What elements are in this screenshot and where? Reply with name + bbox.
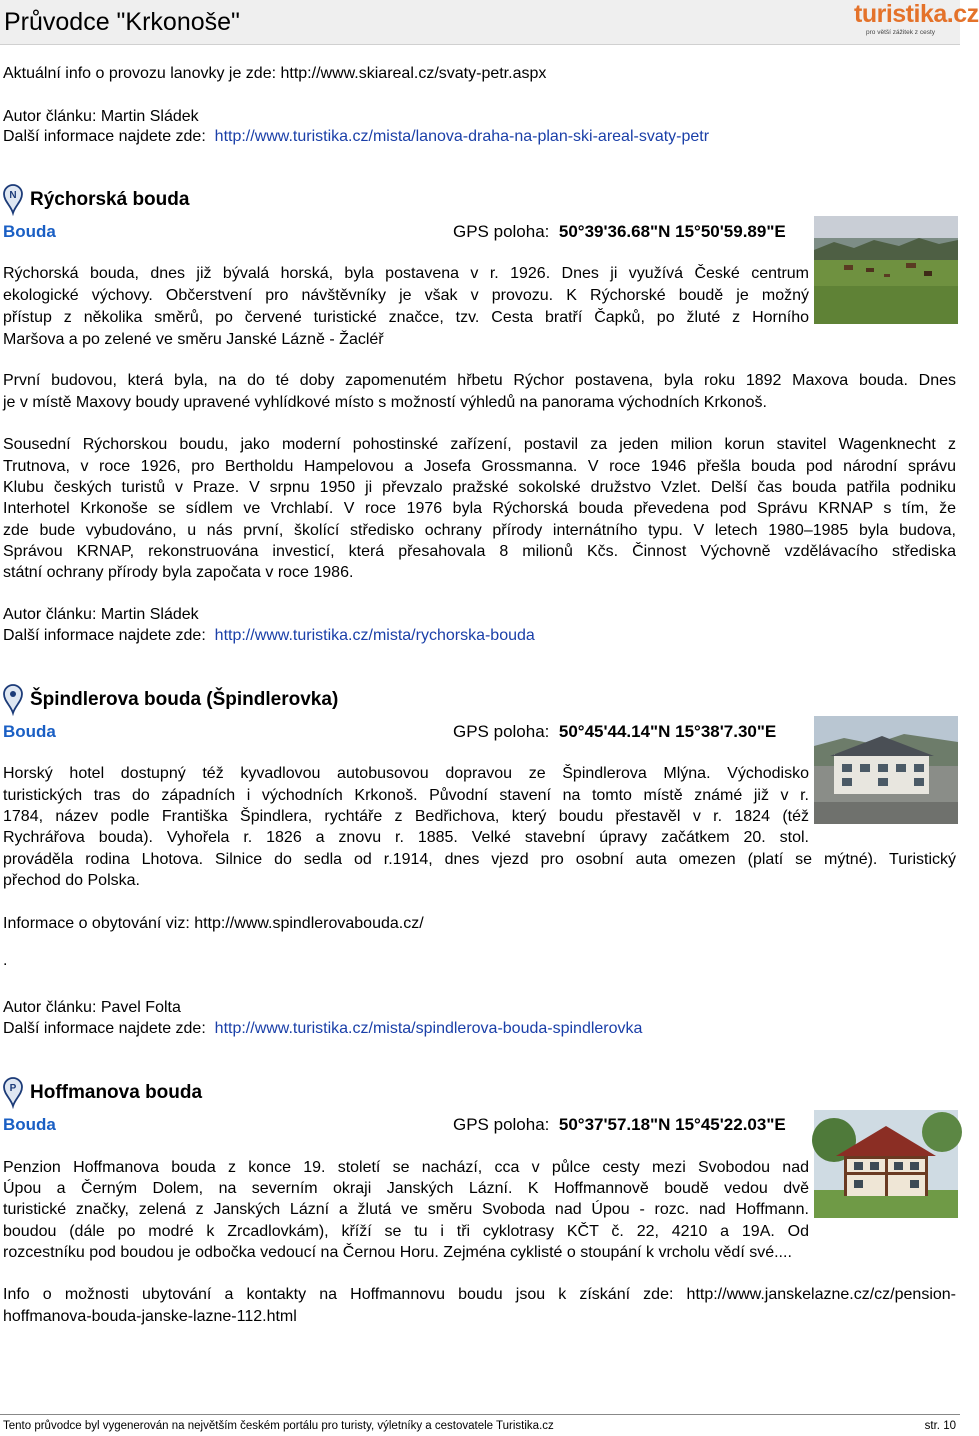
text-line: turistických tras do západních i východních Krkonoš. Původní stavení na tomto místě známé již v r. [3,787,809,804]
text-line: turistické značky, zelená z Janských Lázní a žlutá ve směru Svoboda nad Úpou - rozc. nad Hoffmann. [3,1201,809,1218]
text-line: Interhotel Krkonoše se sídlem ve Vrchlabí. V roce 1976 byla Rýchorská bouda převedena pod Správu KRNAP s tím, že [3,500,956,517]
footer-text: Tento průvodce byl vygenerován na největším českém portálu pro turisty, výletníky a cestovatele Turistika.cz [3,1420,554,1432]
more-info-link[interactable]: http://www.turistika.cz/mista/rychorska-bouda [214,627,535,644]
intro-more-link[interactable]: http://www.turistika.cz/mista/lanova-draha-na-plan-ski-areal-svaty-petr [214,128,710,145]
section-title: Špindlerova bouda (Špindlerovka) [30,689,339,710]
footer-divider [0,1414,960,1415]
intro-more-info: Další informace najdete zde: http://www.turistika.cz/mista/lanova-draha-na-plan-ski-areal-svaty-petr [3,128,710,145]
text-line: přístup z několika směrů, po červené turistické značce, tzv. Cesta bratří Čapků, po žluté z Horního [3,309,809,326]
text-line: Rychrářova bouda). Vyhořela r. 1826 a znovu r. 1885. Velké stavební úpravy začátkem 20. stol. [3,829,809,846]
intro-info-line: Aktuální info o provozu lanovky je zde: http://www.skiareal.cz/svaty-petr.aspx [3,65,547,82]
category-label: Bouda [3,1115,56,1134]
logo-wordmark: turistika.cz [854,0,979,28]
text-line: rozcestníku pod boudou je odbočka vedoucí na Černou Horu. Zejména cyklisté o stoupání k vrcholu vědí své.... [3,1244,792,1261]
text-line: boudou (dále po modré k Zrcadlovkám), kříží se tu i tři cyklotrasy KČT č. 22, 4210 a 19A. Od [3,1223,809,1240]
text-line: hoffmanova-bouda-janske-lazne-112.html [3,1308,297,1325]
map-pin-icon [2,684,24,714]
intro-author: Autor článku: Martin Sládek [3,108,199,125]
text-line: Penzion Hoffmanova bouda z konce 19. století se nachází, cca v půlce cesty mezi Svobodou nad [3,1159,809,1176]
more-info: Další informace najdete zde: http://www.turistika.cz/mista/rychorska-bouda [3,627,535,644]
section-title: Hoffmanova bouda [30,1082,203,1103]
text-line: Klubu českých turistů v Praze. V srpnu 1950 ji převzalo pražské sokolské družstvo Vzlet. Delší čas bouda patřila podniku [3,479,956,496]
gps-coordinates: GPS poloha: 50°45'44.14"N 15°38'7.30"E [453,722,777,741]
page-number: str. 10 [924,1420,956,1432]
text-line: Sousední Rýchorskou boudu, jako moderní pohostinské zařízení, postavil za jeden milion korun stavitel Wagenknecht z [3,436,956,453]
gps-coordinates: GPS poloha: 50°39'36.68"N 15°50'59.89"E [453,222,786,241]
svg-text:P: P [9,1083,17,1094]
text-line: je v místě Maxovy boudy upravené vyhlídkové místo s možností výhledů na panorama východních Krkonoš. [3,394,767,411]
hoffmanova-photo [814,1110,958,1218]
text-line: prováděla rodina Lhotova. Silnice do sedla od r.1914, dnes vjezd pro osobní auta omezen (platí se mýtné). Turistický [3,851,956,868]
text-dot: . [3,952,8,969]
text-line: Úpou a Černým Dolem, na severním okraji Janských Lázní. K Hoffmannově boudě vedou dvě [3,1180,809,1197]
turistika-logo[interactable] [854,0,979,39]
text-line: zde bude vybudováno, u nás první, školící středisko ochrany přírody internátního typu. V letech 1980–1985 byla budova, [3,522,956,539]
text-line: Maršova a po zelené ve směru Janské Lázně - Žacléř [3,331,384,348]
text-line: Info o možnosti ubytování a kontakty na Hoffmannovu boudu jsou k získání zde: http://www.janskelazne.cz/cz/pension- [3,1286,956,1303]
more-info-link[interactable]: http://www.turistika.cz/mista/spindlerova-bouda-spindlerovka [214,1020,643,1037]
spindlerova-photo [814,716,958,824]
section-title: Rýchorská bouda [30,189,190,210]
text-line: přechod do Polska. [3,872,140,889]
rychorska-photo [814,216,958,324]
svg-text:N: N [9,190,17,201]
text-line: Trutnova, v roce 1926, pro Bertholdu Hampelovou a Josefa Grossmanna. V roce 1946 přešla bouda pod národní správu [3,458,956,475]
logo-slogan: pro větší zážitek z cesty [866,29,935,36]
category-label: Bouda [3,222,56,241]
gps-coordinates: GPS poloha: 50°37'57.18"N 15°45'22.03"E [453,1115,786,1134]
article-author: Autor článku: Pavel Folta [3,999,181,1016]
page-header [0,0,979,45]
article-author: Autor článku: Martin Sládek [3,606,199,623]
text-line: státní ochrany přírody byla započata v roce 1986. [3,564,354,581]
text-line: Rýchorská bouda, dnes již bývalá horská, byla postavena v r. 1926. Dnes ji využívá České centrum [3,265,809,282]
map-pin-icon [2,184,24,214]
text-line: 1784, název podle Františka Špindlera, rychtáře z Bedřichova, který boudu přestavěl v r. 1824 (též [3,808,809,825]
accommodation-info: Informace o obytování viz: http://www.spindlerovabouda.cz/ [3,915,424,932]
text-line: Horský hotel dostupný též kyvadlovou autobusovou dopravou ze Špindlerova Mlýna. Východisko [3,765,809,782]
page-title: Průvodce "Krkonoše" [4,8,240,36]
category-label: Bouda [3,722,56,741]
text-line: ekologické výchovy. Občerstvení pro návštěvníky je však v provozu. K Rýchorské boudě je možný [3,287,809,304]
text-line: Správou KRNAP, rekonstruována investicí, která přesahovala 8 milionů Kčs. Činnost Výchovně vzdělávacího střediska [3,543,956,560]
more-info: Další informace najdete zde: http://www.turistika.cz/mista/spindlerova-bouda-spindlerovka [3,1020,643,1037]
text-line: První budovou, která byla, na do té doby zapomenutém hřbetu Rýchor postavena, byla roku 1892 Maxova bouda. Dnes [3,372,956,389]
map-pin-icon [2,1077,24,1107]
